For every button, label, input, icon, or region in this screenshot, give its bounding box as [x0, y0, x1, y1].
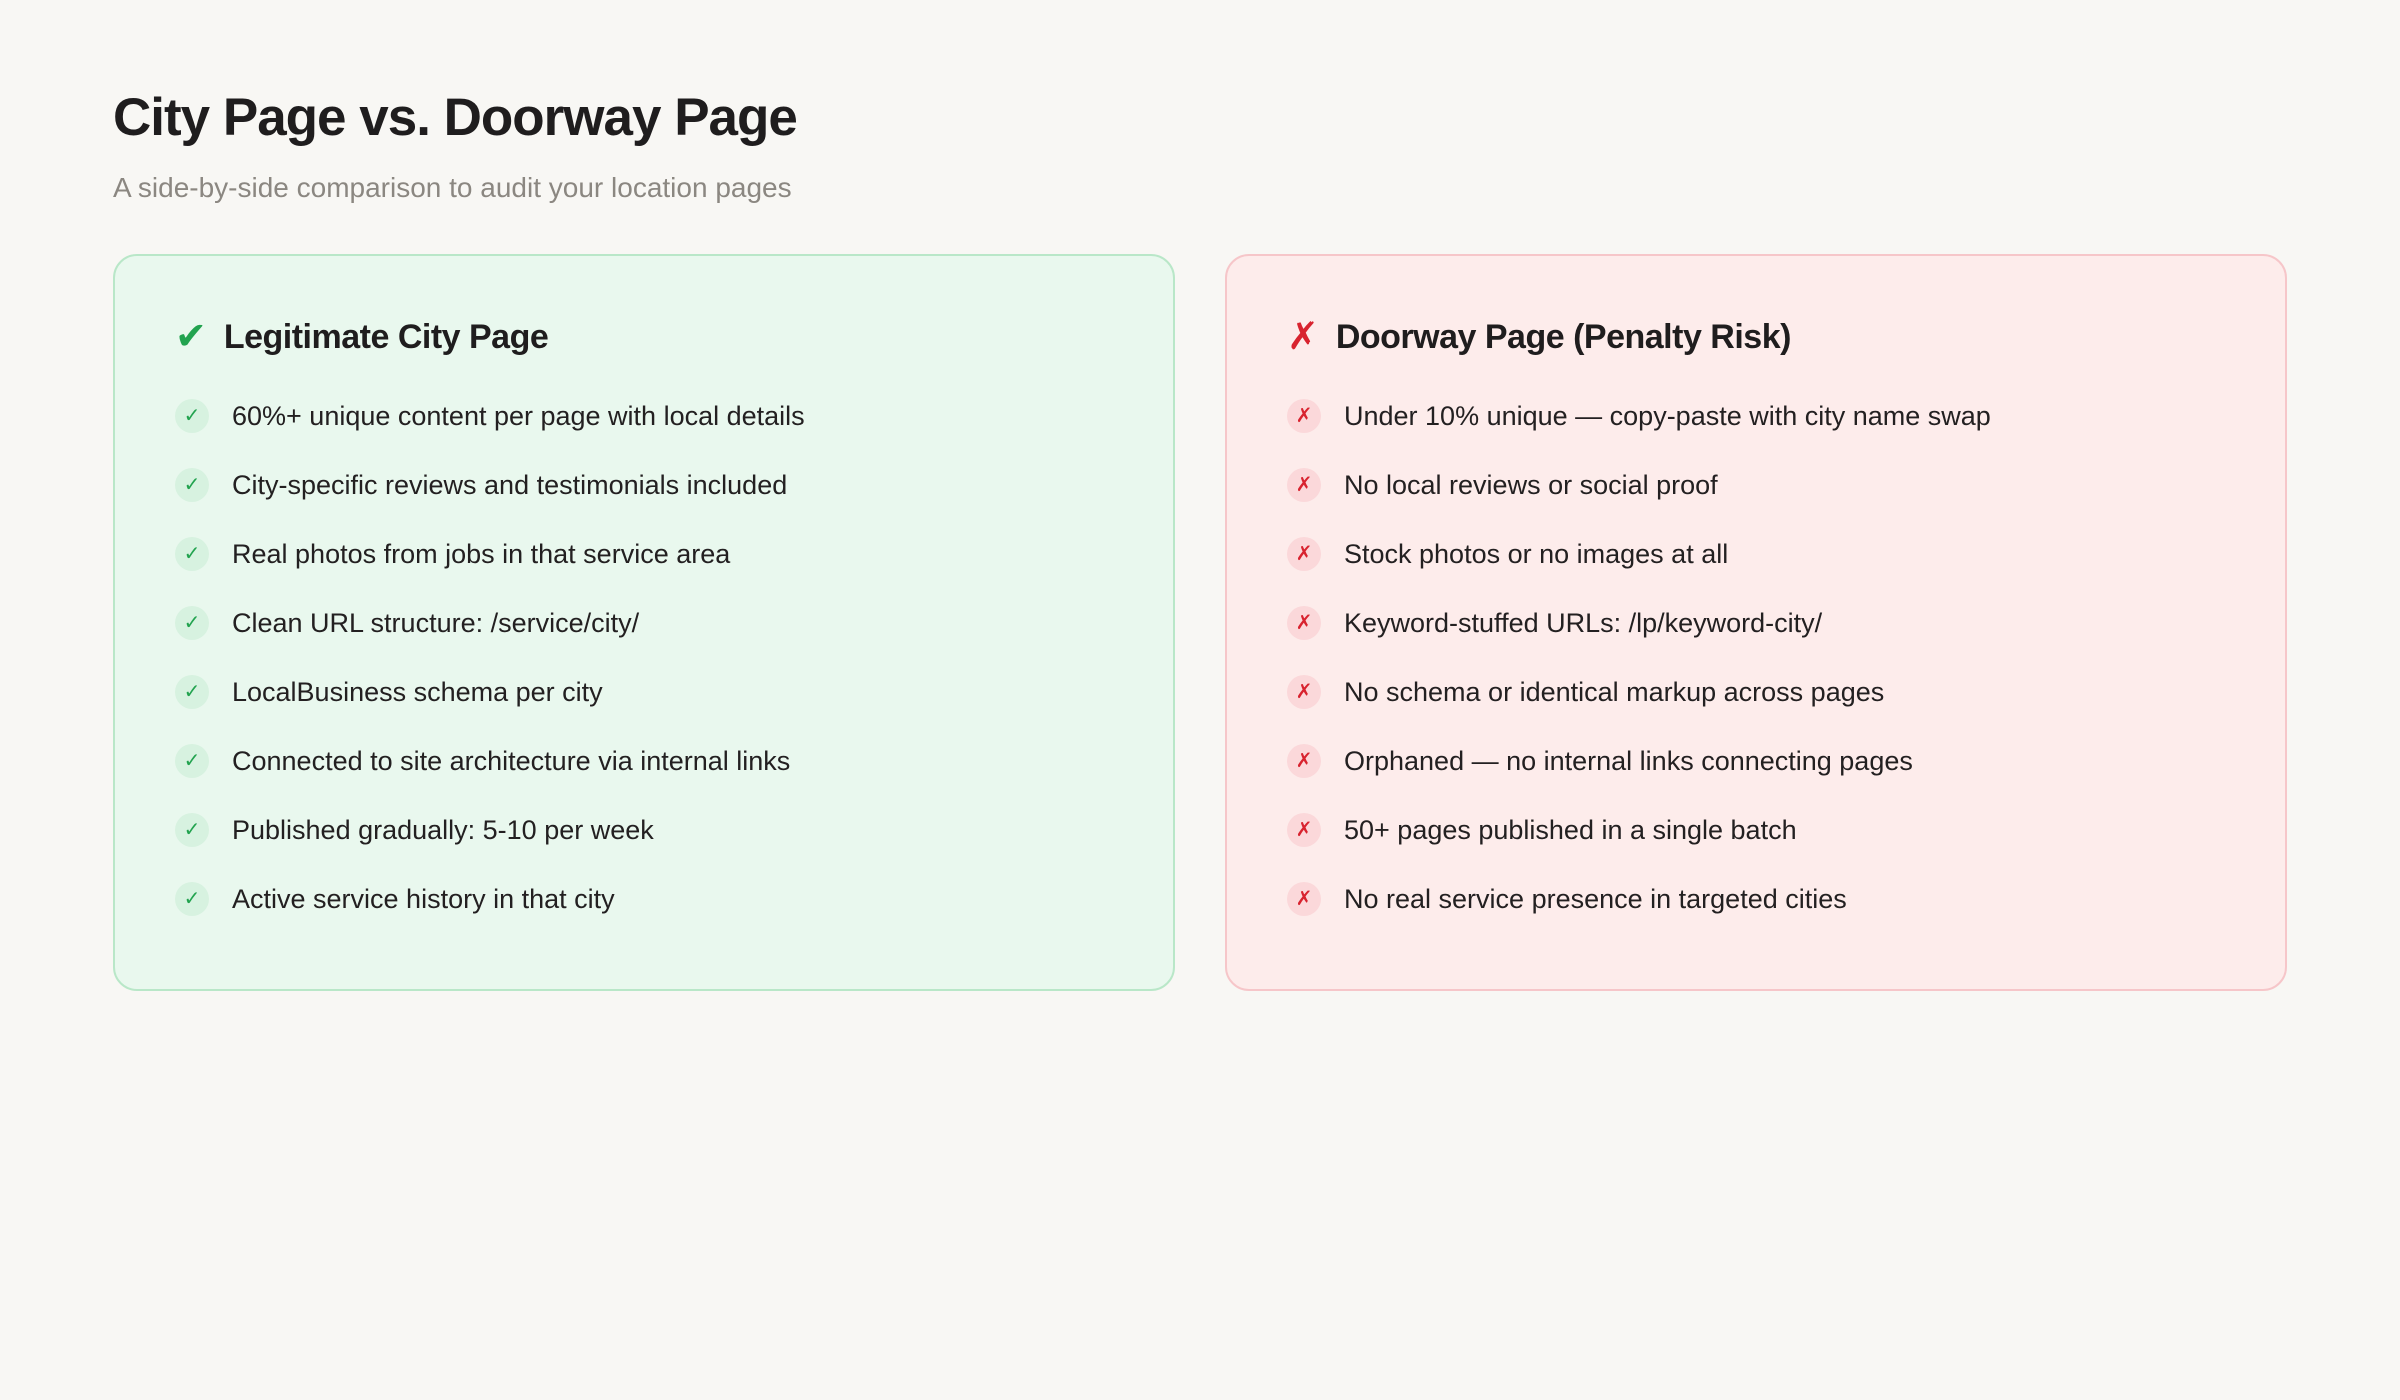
- list-item: [1287, 537, 2225, 571]
- list-item: [1287, 882, 2225, 916]
- comparison-cards-row: [113, 254, 2287, 991]
- legitimate-checklist: [175, 399, 1113, 916]
- check-icon: ✓: [175, 882, 209, 916]
- item-text: Stock photos or no images at all: [1344, 538, 1729, 569]
- list-item: [1287, 813, 2225, 847]
- list-item: [1287, 675, 2225, 709]
- item-text: Orphaned — no internal links connecting pages: [1344, 745, 1913, 776]
- cross-icon: ✗: [1287, 882, 1321, 916]
- list-item: [1287, 468, 2225, 502]
- list-item: [175, 537, 1113, 571]
- list-item: [1287, 606, 2225, 640]
- cross-icon: ✗: [1287, 744, 1321, 778]
- list-item: [175, 675, 1113, 709]
- check-icon: ✓: [175, 399, 209, 433]
- check-icon: ✓: [175, 813, 209, 847]
- item-text: Published gradually: 5-10 per week: [232, 814, 654, 845]
- page-subtitle: A side-by-side comparison to audit your location pages: [113, 171, 792, 203]
- cross-icon: ✗: [1287, 813, 1321, 847]
- page-title: City Page vs. Doorway Page: [113, 88, 797, 147]
- list-item: [1287, 744, 2225, 778]
- item-text: 60%+ unique content per page with local details: [232, 400, 805, 431]
- check-icon: ✔: [175, 316, 207, 359]
- item-text: No local reviews or social proof: [1344, 469, 1718, 500]
- doorway-page-card: [1225, 254, 2287, 991]
- cross-icon: ✗: [1287, 399, 1321, 433]
- list-item: [175, 882, 1113, 916]
- check-icon: ✓: [175, 675, 209, 709]
- check-icon: ✓: [175, 537, 209, 571]
- item-text: Under 10% unique — copy-paste with city name swap: [1344, 400, 1991, 431]
- list-item: [175, 813, 1113, 847]
- item-text: LocalBusiness schema per city: [232, 676, 603, 707]
- cross-icon: ✗: [1287, 468, 1321, 502]
- item-text: No schema or identical markup across pages: [1344, 676, 1885, 707]
- cross-icon: ✗: [1287, 537, 1321, 571]
- list-item: [175, 744, 1113, 778]
- list-item: [1287, 399, 2225, 433]
- item-text: Clean URL structure: /service/city/: [232, 607, 640, 638]
- check-icon: ✓: [175, 468, 209, 502]
- legitimate-city-page-card: [113, 254, 1175, 991]
- list-item: [175, 399, 1113, 433]
- cross-icon: ✗: [1287, 316, 1319, 359]
- card-header: [1287, 318, 2225, 357]
- cross-icon: ✗: [1287, 606, 1321, 640]
- list-item: [175, 468, 1113, 502]
- card-header: [175, 318, 1113, 357]
- item-text: City-specific reviews and testimonials included: [232, 469, 788, 500]
- cross-icon: ✗: [1287, 675, 1321, 709]
- item-text: Active service history in that city: [232, 883, 615, 914]
- item-text: Real photos from jobs in that service area: [232, 538, 731, 569]
- doorway-checklist: [1287, 399, 2225, 916]
- card-title: Doorway Page (Penalty Risk): [1335, 317, 1791, 356]
- list-item: [175, 606, 1113, 640]
- item-text: Keyword-stuffed URLs: /lp/keyword-city/: [1344, 607, 1823, 638]
- check-icon: ✓: [175, 744, 209, 778]
- item-text: 50+ pages published in a single batch: [1344, 814, 1797, 845]
- item-text: No real service presence in targeted cities: [1344, 883, 1847, 914]
- card-title: Legitimate City Page: [223, 317, 549, 356]
- check-icon: ✓: [175, 606, 209, 640]
- item-text: Connected to site architecture via internal links: [232, 745, 791, 776]
